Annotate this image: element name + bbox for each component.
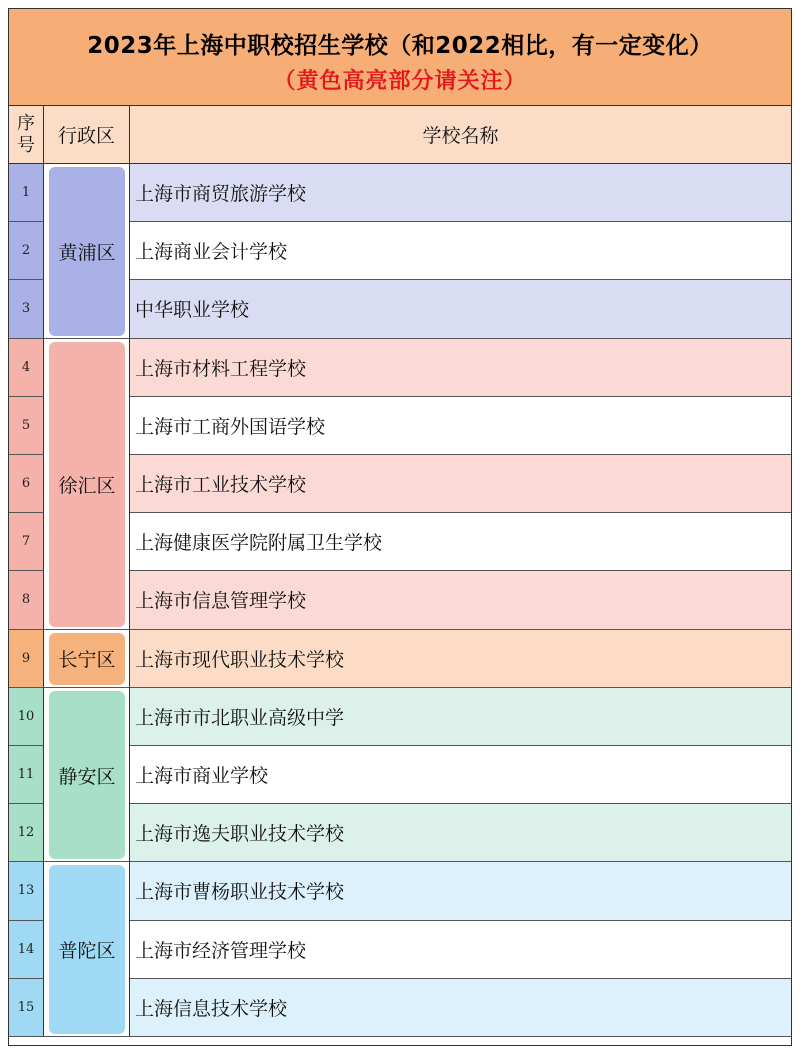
header-serial-number — [9, 106, 44, 164]
school-name: 上海市信息管理学校 — [130, 571, 791, 629]
school-name: 上海市经济管理学校 — [130, 921, 791, 979]
row-number: 1 — [9, 164, 44, 222]
highlight-note: （黄色高亮部分请关注） — [273, 69, 527, 94]
school-name: 上海市曹杨职业技术学校 — [130, 862, 791, 920]
district-name: 普陀区 — [58, 940, 116, 963]
row-number: 2 — [9, 222, 44, 280]
row-number: 4 — [9, 339, 44, 397]
school-table — [8, 8, 792, 1046]
school-name: 中华职业学校 — [130, 280, 791, 338]
row-number: 11 — [9, 746, 44, 804]
school-name: 上海商业会计学校 — [130, 222, 791, 280]
row-number: 5 — [9, 397, 44, 455]
school-name: 上海市工商外国语学校 — [130, 397, 791, 455]
school-name: 上海市工业技术学校 — [130, 455, 791, 513]
school-name: 上海市商贸旅游学校 — [130, 164, 791, 222]
school-name: 上海信息技术学校 — [130, 979, 791, 1037]
row-number: 13 — [9, 862, 44, 920]
school-name: 上海市商业学校 — [130, 746, 791, 804]
school-name: 上海市材料工程学校 — [130, 339, 791, 397]
row-number: 14 — [9, 921, 44, 979]
row-number: 7 — [9, 513, 44, 571]
row-number: 6 — [9, 455, 44, 513]
row-number: 9 — [9, 630, 44, 688]
row-number: 3 — [9, 280, 44, 338]
header-school-name: 学校名称 — [130, 106, 791, 164]
table-title-banner — [9, 9, 791, 106]
district-name: 徐汇区 — [58, 474, 116, 497]
header-serial-number-line2: 号 — [17, 134, 35, 156]
school-name: 上海市现代职业技术学校 — [130, 630, 791, 688]
school-name: 上海市市北职业高级中学 — [130, 688, 791, 746]
district-name: 黄浦区 — [58, 241, 116, 264]
table-title: 2023年上海中职校招生学校（和2022相比，有一定变化） — [87, 33, 713, 59]
row-number: 12 — [9, 804, 44, 862]
school-name: 上海健康医学院附属卫生学校 — [130, 513, 791, 571]
row-number: 10 — [9, 688, 44, 746]
row-number: 15 — [9, 979, 44, 1037]
header-serial-number-line1: 序 — [17, 112, 35, 134]
school-name: 上海市逸夫职业技术学校 — [130, 804, 791, 862]
row-number: 8 — [9, 571, 44, 629]
header-district: 行政区 — [44, 106, 130, 164]
district-name: 静安区 — [58, 765, 116, 788]
district-name: 长宁区 — [58, 649, 116, 672]
